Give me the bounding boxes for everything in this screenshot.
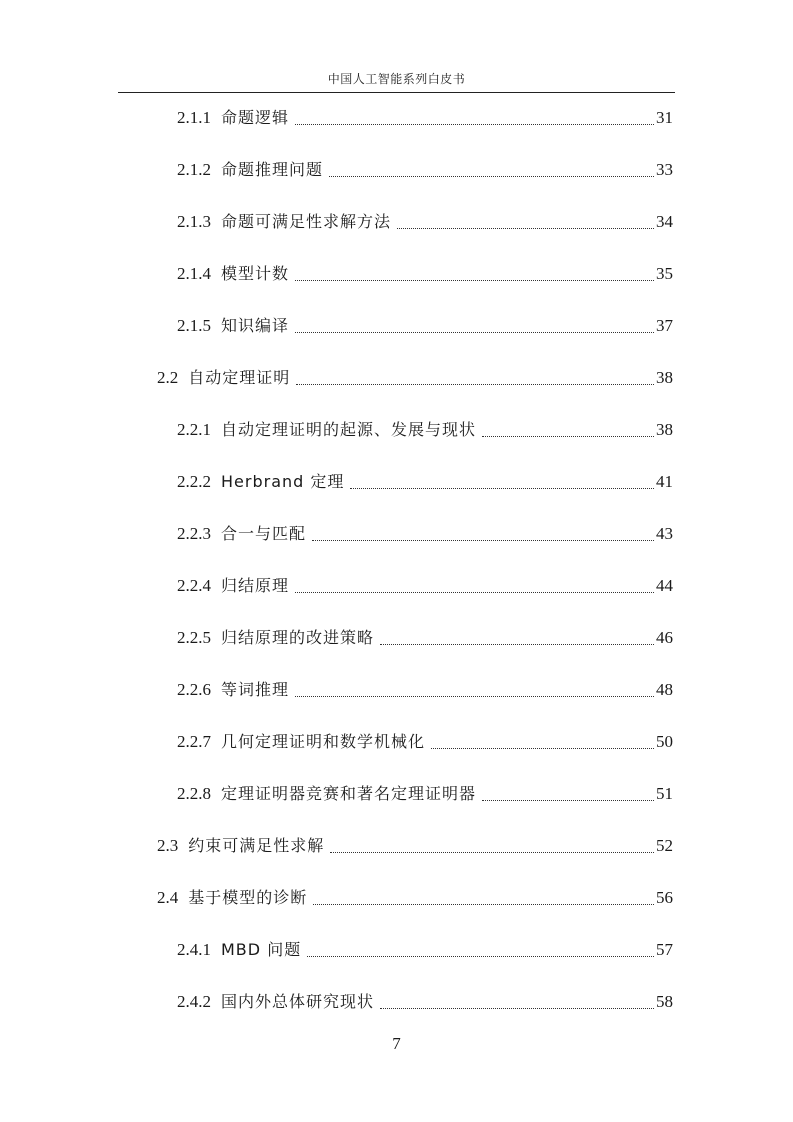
toc-entry-page: 50 (656, 732, 673, 751)
toc-entry[interactable] (177, 312, 673, 340)
dot-leader (380, 644, 654, 645)
toc-entry[interactable] (177, 156, 673, 184)
toc-entry-page: 31 (656, 108, 673, 127)
toc-entry-page: 43 (656, 524, 673, 543)
dot-leader (397, 228, 654, 229)
toc-entry[interactable] (157, 884, 673, 912)
dot-leader (307, 956, 654, 957)
dot-leader (313, 904, 654, 905)
toc-entry-title: 合一与匹配 (221, 524, 307, 543)
toc-entry-number: 2.2.1 (177, 420, 211, 439)
toc-entry-page: 37 (656, 316, 673, 335)
toc-entry[interactable] (177, 104, 673, 132)
dot-leader (295, 124, 654, 125)
toc-entry[interactable] (177, 468, 673, 496)
toc-entry[interactable] (177, 988, 673, 1016)
toc-entry-title: 约束可满足性求解 (188, 836, 325, 855)
dot-leader (380, 1008, 654, 1009)
page-number: 7 (392, 1034, 401, 1053)
toc-entry-page: 38 (656, 420, 673, 439)
toc-entry-page: 48 (656, 680, 673, 699)
dot-leader (330, 852, 654, 853)
toc-entry-page: 52 (656, 836, 673, 855)
dot-leader (350, 488, 654, 489)
toc-entry-page: 51 (656, 784, 673, 803)
toc-entry-number: 2.4 (157, 888, 179, 907)
header-rule (118, 92, 675, 93)
dot-leader (295, 332, 654, 333)
toc-entry-title: 国内外总体研究现状 (221, 992, 375, 1011)
toc-entry-title: 归结原理 (221, 576, 290, 595)
toc-entry[interactable] (177, 572, 673, 600)
dot-leader (312, 540, 654, 541)
toc-entry-number: 2.1.4 (177, 264, 211, 283)
toc-entry-page: 56 (656, 888, 673, 907)
toc-entry-page: 57 (656, 940, 673, 959)
toc-entry[interactable] (177, 260, 673, 288)
toc-entry-page: 44 (656, 576, 673, 595)
toc-entry-number: 2.4.1 (177, 940, 211, 959)
toc-entry-page: 46 (656, 628, 673, 647)
toc-entry-number: 2.2.3 (177, 524, 211, 543)
toc-entry-title: MBD 问题 (221, 940, 302, 959)
toc-entry-number: 2.3 (157, 836, 179, 855)
toc-entry-number: 2.2.8 (177, 784, 211, 803)
toc-entry-title: 命题可满足性求解方法 (221, 212, 392, 231)
toc-entry-number: 2.2.5 (177, 628, 211, 647)
toc-entry[interactable] (177, 780, 673, 808)
toc-entry-title: 自动定理证明 (188, 368, 291, 387)
toc-entry-number: 2.1.5 (177, 316, 211, 335)
toc-entry[interactable] (177, 520, 673, 548)
toc-entry-page: 33 (656, 160, 673, 179)
toc-entry-title: 几何定理证明和数学机械化 (221, 732, 426, 751)
dot-leader (295, 696, 654, 697)
running-header: 中国人工智能系列白皮书 (327, 72, 466, 86)
toc-entry-number: 2.2.6 (177, 680, 211, 699)
toc-entry[interactable] (177, 676, 673, 704)
toc-entry-number: 2.2.4 (177, 576, 211, 595)
toc-entry[interactable] (177, 936, 673, 964)
toc-entry-title: 命题逻辑 (221, 108, 290, 127)
toc-entry-title: 自动定理证明的起源、发展与现状 (221, 420, 477, 439)
toc-entry[interactable] (177, 416, 673, 444)
toc-entry[interactable] (157, 364, 673, 392)
dot-leader (431, 748, 654, 749)
toc-entry[interactable] (177, 728, 673, 756)
toc-entry-number: 2.2 (157, 368, 179, 387)
dot-leader (482, 800, 654, 801)
toc-entry-title: 等词推理 (221, 680, 290, 699)
toc-entry-number: 2.1.3 (177, 212, 211, 231)
toc-entry-page: 35 (656, 264, 673, 283)
toc-entry-number: 2.4.2 (177, 992, 211, 1011)
toc-entry-title: Herbrand 定理 (221, 472, 345, 491)
toc-entry-title: 知识编译 (221, 316, 290, 335)
toc-entry-title: 模型计数 (221, 264, 290, 283)
toc-entry-number: 2.2.2 (177, 472, 211, 491)
toc-entry[interactable] (177, 208, 673, 236)
toc-entry-page: 58 (656, 992, 673, 1011)
dot-leader (295, 592, 654, 593)
dot-leader (296, 384, 654, 385)
toc-entry-number: 2.2.7 (177, 732, 211, 751)
toc-entry[interactable] (177, 624, 673, 652)
dot-leader (329, 176, 654, 177)
dot-leader (482, 436, 654, 437)
toc-entry[interactable] (157, 832, 673, 860)
toc-entry-page: 41 (656, 472, 673, 491)
toc-entry-title: 定理证明器竞赛和著名定理证明器 (221, 784, 477, 803)
toc-entry-number: 2.1.2 (177, 160, 211, 179)
toc-entry-number: 2.1.1 (177, 108, 211, 127)
toc-entry-page: 34 (656, 212, 673, 231)
toc-entry-title: 归结原理的改进策略 (221, 628, 375, 647)
toc-entry-title: 命题推理问题 (221, 160, 324, 179)
dot-leader (295, 280, 654, 281)
toc-entry-page: 38 (656, 368, 673, 387)
toc-entry-title: 基于模型的诊断 (188, 888, 308, 907)
